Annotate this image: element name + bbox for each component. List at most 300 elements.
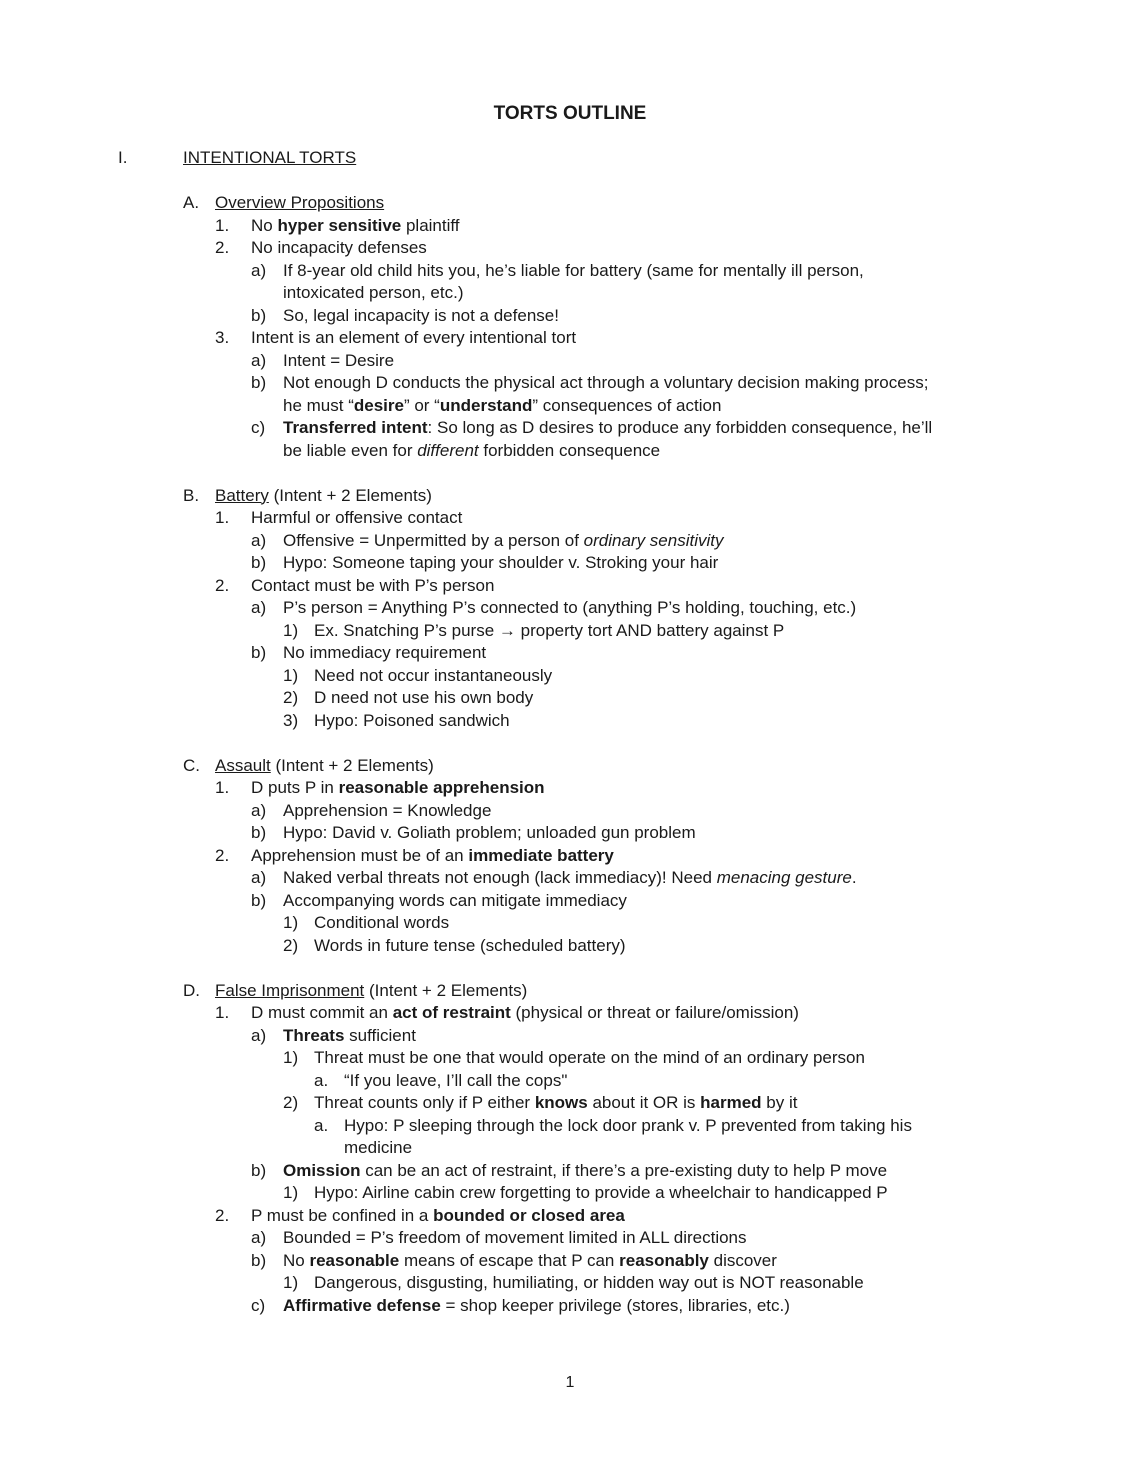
text-segment: : So long as D desires to produce any forbidden consequence, he’ll (427, 418, 933, 437)
item-text (283, 260, 1090, 305)
text-segment: Words in future tense (scheduled battery) (314, 935, 626, 955)
item-text (314, 687, 1090, 710)
text-segment: about it OR is (587, 1093, 701, 1112)
outline-row (215, 237, 1090, 327)
text-segment: Overview Propositions (215, 193, 385, 212)
outline-row (283, 710, 1090, 733)
outline-row (251, 642, 1090, 732)
item-label: 1. (215, 215, 230, 235)
text-segment: Omission (283, 1160, 361, 1180)
item-text (314, 620, 1090, 643)
item-text (215, 980, 1090, 1003)
outline-row (251, 1250, 1090, 1295)
item-text (251, 575, 1090, 598)
item-body (215, 192, 1090, 462)
item-label: b) (251, 373, 267, 392)
text-segment: (Intent + 2 Elements) (268, 485, 432, 505)
text-segment: reasonable apprehension (338, 778, 545, 797)
outline-item (251, 1025, 1090, 1160)
outline-row (215, 845, 1090, 958)
outline-item (251, 1295, 1090, 1318)
text-segment: forbidden consequence (478, 440, 661, 460)
outline-row (215, 777, 1090, 845)
outline-item (118, 147, 1090, 1317)
outline-row (251, 305, 1090, 328)
item-label: 2. (215, 845, 230, 865)
text-segment: Ex. Snatching P’s purse → property tort AND battery against P (314, 620, 785, 640)
text-segment: Threat must be one that would operate on the mind of an ordinary person (314, 1048, 865, 1067)
item-label: 1) (283, 665, 299, 685)
outline-row (283, 935, 1090, 958)
item-text (283, 350, 1090, 373)
outline-children (251, 1025, 1090, 1205)
item-text (314, 935, 1090, 958)
outline-children (251, 530, 1090, 575)
outline-item (251, 552, 1090, 575)
item-label: b) (251, 305, 267, 325)
item-label: b) (251, 553, 267, 572)
item-body (283, 642, 1090, 732)
item-text (283, 372, 1090, 417)
outline-row (251, 350, 1090, 373)
item-body (314, 1047, 1090, 1092)
outline-item (251, 417, 1090, 462)
outline-item (251, 1250, 1090, 1295)
item-body (283, 822, 1090, 845)
item-text (215, 192, 1090, 215)
item-label: 3) (283, 710, 299, 730)
text-segment: No (283, 1250, 310, 1270)
outline-item (215, 215, 1090, 238)
outline-row (314, 1115, 1090, 1160)
item-body (283, 260, 1090, 305)
outline-children (283, 1272, 1090, 1295)
item-text (283, 552, 1090, 575)
text-segment: hyper sensitive (277, 215, 402, 235)
outline-children (283, 620, 1090, 643)
item-body (314, 687, 1090, 710)
text-segment: Accompanying words can mitigate immediacy (283, 890, 627, 910)
item-label: a) (251, 260, 267, 280)
outline-item (283, 1047, 1090, 1092)
item-text (283, 800, 1090, 823)
outline-children (251, 1227, 1090, 1317)
item-label: A. (183, 193, 200, 212)
text-segment: immediate battery (468, 845, 614, 865)
outline-item (251, 1227, 1090, 1250)
item-text (314, 710, 1090, 733)
item-body (283, 800, 1090, 823)
outline-children (251, 867, 1090, 957)
item-body (251, 575, 1090, 733)
text-segment: Naked verbal threats not enough (lack immediacy)! Need (283, 868, 717, 887)
item-label: C. (183, 755, 200, 775)
text-segment: D need not use his own body (314, 688, 534, 707)
outline-row (283, 1182, 1090, 1205)
item-text (283, 530, 1090, 553)
item-text (344, 1115, 1090, 1160)
outline-item (183, 485, 1090, 733)
text-segment: reasonably (619, 1250, 709, 1270)
item-body (283, 305, 1090, 328)
outline-row (251, 1295, 1090, 1318)
item-text (251, 327, 1090, 350)
outline-item (251, 822, 1090, 845)
outline-row (283, 687, 1090, 710)
text-segment: bounded or closed area (433, 1205, 625, 1225)
outline-root (0, 147, 1140, 1317)
text-segment: means of escape that P can (399, 1250, 620, 1270)
item-text (251, 1205, 1090, 1228)
outline-item (183, 192, 1090, 462)
text-segment: No (251, 215, 278, 235)
item-label: 1) (283, 620, 299, 640)
outline-children (283, 912, 1090, 957)
outline-item (215, 845, 1090, 958)
outline-row (215, 1002, 1090, 1205)
outline-row (183, 755, 1090, 958)
outline-row (251, 597, 1090, 642)
item-label: b) (251, 643, 267, 662)
outline-children (251, 350, 1090, 463)
outline-item (283, 1272, 1090, 1295)
item-body (215, 980, 1090, 1318)
outline-item (251, 1160, 1090, 1205)
item-body (314, 665, 1090, 688)
item-body (283, 1160, 1090, 1205)
outline-item (251, 260, 1090, 305)
text-segment: act of restraint (392, 1003, 511, 1022)
outline-item (215, 327, 1090, 462)
item-label: 2. (215, 1205, 230, 1225)
outline-item (283, 665, 1090, 688)
outline-children (283, 1182, 1090, 1205)
outline-row (283, 1092, 1090, 1160)
outline-item (283, 1182, 1090, 1205)
outline-item (283, 620, 1090, 643)
outline-children (314, 1115, 1090, 1160)
outline-row (251, 822, 1090, 845)
item-label: 3. (215, 328, 230, 347)
text-segment: INTENTIONAL TORTS (183, 148, 357, 167)
item-text (283, 597, 1090, 620)
item-label: b) (251, 1160, 267, 1180)
item-label: a) (251, 1025, 267, 1045)
outline-row (251, 260, 1090, 305)
item-body (283, 890, 1090, 958)
text-segment: Intent is an element of every intentional tort (251, 328, 577, 347)
text-segment: . (851, 868, 857, 887)
outline-item (215, 237, 1090, 327)
item-body (344, 1070, 1090, 1093)
text-segment: discover (708, 1250, 777, 1270)
item-body (251, 215, 1090, 238)
outline-row (251, 417, 1090, 462)
outline-row (283, 912, 1090, 935)
item-label: c) (251, 1295, 266, 1315)
text-segment: desire (353, 395, 404, 415)
outline-children (283, 665, 1090, 733)
text-segment: menacing gesture (716, 868, 852, 887)
text-segment: No immediacy requirement (283, 643, 487, 662)
item-body (283, 1295, 1090, 1318)
item-label: 1) (283, 1048, 299, 1067)
text-segment: intoxicated person, etc.) (283, 283, 464, 302)
outline-children (215, 507, 1090, 732)
outline-children (251, 597, 1090, 732)
item-label: B. (183, 485, 200, 505)
item-label: b) (251, 890, 267, 910)
text-segment: (Intent + 2 Elements) (364, 980, 528, 1000)
text-segment: Hypo: P sleeping through the lock door prank v. P prevented from taking his (344, 1115, 912, 1135)
item-text (215, 485, 1090, 508)
text-segment: Offensive = Unpermitted by a person of (283, 530, 584, 550)
outline-row (215, 507, 1090, 575)
item-text (283, 305, 1090, 328)
item-label: 1) (283, 913, 299, 932)
item-label: a) (251, 350, 267, 370)
outline-row (215, 575, 1090, 733)
outline-item (251, 350, 1090, 373)
item-body (251, 327, 1090, 462)
outline-item (283, 710, 1090, 733)
outline-item (251, 305, 1090, 328)
text-segment: Hypo: Someone taping your shoulder v. Stroking your hair (283, 553, 719, 572)
text-segment: medicine (344, 1138, 413, 1157)
outline-children (183, 192, 1090, 1317)
item-label: a) (251, 868, 267, 887)
text-segment: plaintiff (401, 215, 460, 235)
outline-item (251, 372, 1090, 417)
text-segment: knows (534, 1093, 588, 1112)
text-segment: Apprehension = Knowledge (283, 800, 492, 820)
outline-item (183, 980, 1090, 1318)
item-body (314, 1182, 1090, 1205)
text-segment: ” or “ (403, 395, 440, 415)
text-segment: Hypo: Airline cabin crew forgetting to provide a wheelchair to handicapped P (314, 1183, 888, 1202)
item-label: D. (183, 980, 200, 1000)
text-segment: Apprehension must be of an (251, 845, 469, 865)
item-label: a. (314, 1070, 329, 1090)
item-body (283, 530, 1090, 553)
text-segment: Contact must be with P’s person (251, 575, 495, 595)
item-label: 1) (283, 1183, 299, 1202)
item-label: a) (251, 1228, 267, 1247)
outline-item (215, 1002, 1090, 1205)
outline-item (251, 597, 1090, 642)
item-text (283, 1295, 1090, 1318)
item-body (251, 237, 1090, 327)
item-text (283, 417, 1090, 462)
outline-item (283, 935, 1090, 958)
page-number: 1 (565, 1374, 575, 1391)
text-segment: Affirmative defense (283, 1295, 441, 1315)
text-segment: False Imprisonment (215, 980, 365, 1000)
item-text (314, 1092, 1090, 1115)
item-label: b) (251, 1250, 267, 1270)
outline-row (283, 1272, 1090, 1295)
item-text (283, 1250, 1090, 1273)
outline-children (215, 1002, 1090, 1317)
item-label: 2. (215, 575, 230, 595)
item-text (251, 777, 1090, 800)
item-label: 2. (215, 238, 230, 257)
item-body (314, 1092, 1090, 1160)
outline-row (183, 192, 1090, 462)
item-text (283, 890, 1090, 913)
text-segment: Intent = Desire (283, 350, 395, 370)
item-body (283, 1250, 1090, 1295)
item-label: a) (251, 800, 267, 820)
item-body (283, 552, 1090, 575)
item-text (314, 912, 1090, 935)
text-segment: (Intent + 2 Elements) (270, 755, 434, 775)
text-segment: Conditional words (314, 913, 450, 932)
item-body (283, 1227, 1090, 1250)
outline-row (283, 620, 1090, 643)
text-segment: ” consequences of action (532, 395, 722, 415)
item-body (215, 755, 1090, 958)
item-text (344, 1070, 1090, 1093)
item-body (283, 597, 1090, 642)
outline-item (215, 575, 1090, 733)
outline-row (251, 1160, 1090, 1205)
text-segment: by it (761, 1093, 798, 1112)
text-segment: he must “ (283, 395, 354, 415)
outline-row (183, 485, 1090, 733)
outline-item (215, 1205, 1090, 1318)
text-segment: P’s person = Anything P’s connected to (anything P’s holding, touching, etc.) (283, 598, 857, 617)
item-body (283, 1025, 1090, 1160)
outline-item (314, 1115, 1090, 1160)
text-segment: be liable even for (283, 440, 418, 460)
item-body (251, 1002, 1090, 1205)
item-text (251, 845, 1090, 868)
outline-row (118, 147, 1090, 1317)
item-body (314, 710, 1090, 733)
text-segment: D puts P in (251, 778, 339, 797)
item-label: 1. (215, 508, 230, 527)
outline-row (215, 215, 1090, 238)
item-text (251, 1002, 1090, 1025)
item-body (314, 1272, 1090, 1295)
item-text (283, 642, 1090, 665)
outline-children (251, 800, 1090, 845)
text-segment: Harmful or offensive contact (251, 508, 463, 527)
item-text (314, 1182, 1090, 1205)
item-label: 1. (215, 1003, 230, 1022)
outline-children (314, 1070, 1090, 1093)
outline-children (215, 777, 1090, 957)
item-body (251, 1205, 1090, 1318)
item-label: a) (251, 530, 267, 550)
item-text (314, 1272, 1090, 1295)
text-segment: Dangerous, disgusting, humiliating, or hidden way out is NOT reasonable (314, 1273, 864, 1292)
item-body (215, 485, 1090, 733)
item-body (283, 867, 1090, 890)
outline-row (251, 867, 1090, 890)
text-segment: sufficient (344, 1025, 416, 1045)
text-segment: P must be confined in a (251, 1205, 434, 1225)
item-body (251, 777, 1090, 845)
item-text (283, 1227, 1090, 1250)
item-label: 2) (283, 935, 299, 955)
outline-row (183, 980, 1090, 1318)
item-label: b) (251, 823, 267, 842)
outline-children (251, 260, 1090, 328)
item-text (251, 237, 1090, 260)
text-segment: Threat counts only if P either (314, 1093, 535, 1112)
item-label: 1) (283, 1273, 299, 1292)
item-body (183, 147, 1090, 1317)
item-text (283, 1025, 1090, 1048)
outline-row (251, 890, 1090, 958)
item-label: 2) (283, 1093, 299, 1112)
text-segment: = shop keeper privilege (stores, libraries, etc.) (440, 1295, 790, 1315)
text-segment: Not enough D conducts the physical act through a voluntary decision making process; (283, 373, 929, 392)
outline-row (251, 372, 1090, 417)
item-body (314, 935, 1090, 958)
text-segment: So, legal incapacity is not a defense! (283, 305, 559, 325)
item-body (314, 912, 1090, 935)
outline-row (215, 327, 1090, 462)
item-label: a) (251, 598, 267, 617)
outline-item (283, 912, 1090, 935)
item-label: a. (314, 1115, 329, 1135)
text-segment: (physical or threat or failure/omission) (510, 1003, 799, 1022)
item-text (283, 1160, 1090, 1183)
item-text (251, 215, 1090, 238)
outline-item (251, 530, 1090, 553)
text-segment: Hypo: Poisoned sandwich (314, 710, 510, 730)
text-segment: different (417, 440, 479, 460)
outline-children (283, 1047, 1090, 1160)
item-label: c) (251, 418, 266, 437)
item-text (314, 1047, 1090, 1070)
item-text (283, 867, 1090, 890)
item-body (283, 417, 1090, 462)
outline-item (215, 777, 1090, 845)
item-label: I. (118, 148, 128, 167)
outline-item (283, 687, 1090, 710)
item-text (183, 147, 1090, 170)
item-body (344, 1115, 1090, 1160)
text-segment: ordinary sensitivity (583, 530, 724, 550)
outline-item (283, 1092, 1090, 1160)
outline-row (251, 1025, 1090, 1160)
text-segment: Battery (215, 485, 269, 505)
item-label: 2) (283, 688, 299, 707)
item-text (283, 822, 1090, 845)
text-segment: harmed (700, 1093, 762, 1112)
outline-item (314, 1070, 1090, 1093)
outline-row (283, 665, 1090, 688)
outline-item (251, 890, 1090, 958)
item-label: 1. (215, 778, 230, 797)
document-title: TORTS OUTLINE (493, 103, 647, 124)
text-segment: Assault (215, 755, 271, 775)
text-segment: reasonable (309, 1250, 400, 1270)
item-body (251, 845, 1090, 958)
item-body (283, 372, 1090, 417)
item-body (283, 350, 1090, 373)
outline-row (251, 552, 1090, 575)
outline-item (215, 507, 1090, 575)
text-segment: No incapacity defenses (251, 238, 427, 257)
text-segment: Need not occur instantaneously (314, 665, 553, 685)
outline-row (251, 800, 1090, 823)
outline-item (251, 800, 1090, 823)
